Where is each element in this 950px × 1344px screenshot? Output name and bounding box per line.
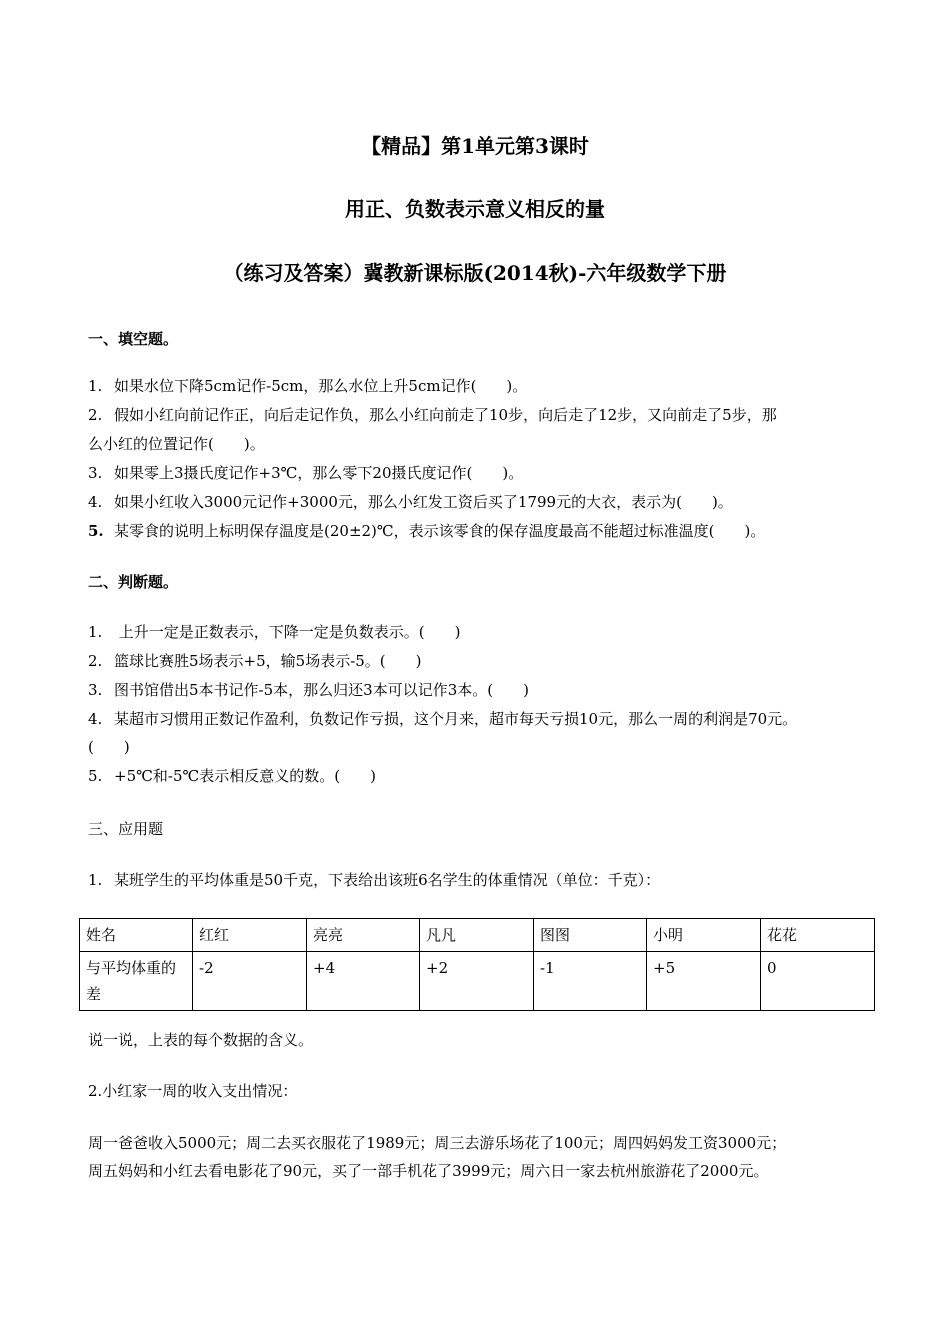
true-false-question-5 bbox=[88, 766, 878, 786]
question-text: 某零食的说明上标明保存温度是(20±2)℃，表示该零食的保存温度最高不能超过标准温度( )。 bbox=[114, 522, 766, 540]
question-number: 5. bbox=[88, 522, 104, 540]
question-text: 某超市习惯用正数记作盈利，负数记作亏损，这个月来，超市每天亏损10元，那么一周的利润是70元。 bbox=[114, 710, 798, 728]
application-question-2-heading: 2.小红家一周的收入支出情况： bbox=[88, 1082, 298, 1100]
question-text: 假如小红向前记作正，向后走记作负，那么小红向前走了10步，向后走了12步，又向前走了5步，那 bbox=[114, 406, 777, 424]
table-header-cell: 凡凡 bbox=[420, 919, 534, 952]
table-cell: +4 bbox=[307, 952, 420, 1011]
table-header-cell: 亮亮 bbox=[307, 919, 420, 952]
fill-blank-question-1 bbox=[88, 376, 878, 396]
table-header-row bbox=[80, 919, 875, 952]
application-question-1-prompt: 说一说，上表的每个数据的含义。 bbox=[88, 1031, 314, 1049]
application-question-2-line-1: 周一爸爸收入5000元；周二去买衣服花了1989元；周三去游乐场花了100元；周四妈妈发工资3000元； bbox=[88, 1134, 787, 1152]
question-text: 篮球比赛胜5场表示+5，输5场表示-5。( ) bbox=[114, 652, 422, 670]
true-false-question-4-continued bbox=[88, 737, 878, 757]
true-false-question-1 bbox=[88, 622, 878, 642]
table-header-cell: 姓名 bbox=[80, 919, 193, 952]
question-number: 2. bbox=[88, 652, 103, 670]
answer-blank: ( ) bbox=[88, 738, 130, 756]
true-false-question-2 bbox=[88, 651, 878, 671]
table-header-cell: 红红 bbox=[193, 919, 307, 952]
question-text: 上升一定是正数表示，下降一定是负数表示。( ) bbox=[114, 623, 461, 641]
table-header-cell: 图图 bbox=[534, 919, 647, 952]
table-row bbox=[80, 952, 875, 1011]
question-text: 图书馆借出5本书记作-5本，那么归还3本可以记作3本。( ) bbox=[114, 681, 529, 699]
table-cell: 0 bbox=[761, 952, 875, 1011]
table-cell: +2 bbox=[420, 952, 534, 1011]
question-text: 如果零上3摄氏度记作+3℃，那么零下20摄氏度记作( )。 bbox=[114, 464, 524, 482]
section-true-false-heading: 二、判断题。 bbox=[88, 573, 179, 591]
true-false-question-3 bbox=[88, 680, 878, 700]
fill-blank-question-3 bbox=[88, 463, 878, 483]
question-text: 如果小红收入3000元记作+3000元，那么小红发工资后买了1799元的大衣，表示为( )。 bbox=[114, 493, 733, 511]
fill-blank-question-2 bbox=[88, 405, 878, 425]
question-number: 1. bbox=[88, 377, 103, 395]
question-number: 1. bbox=[88, 623, 103, 641]
fill-blank-question-4 bbox=[88, 492, 878, 512]
question-text: +5℃和-5℃表示相反意义的数。( ) bbox=[114, 767, 376, 785]
true-false-question-4 bbox=[88, 709, 878, 729]
section-fill-blank-heading: 一、填空题。 bbox=[88, 330, 179, 348]
table-cell: -2 bbox=[193, 952, 307, 1011]
question-number: 4. bbox=[88, 493, 103, 511]
table-row-label: 与平均体重的差 bbox=[80, 952, 193, 1011]
application-question-2-line-2: 周五妈妈和小红去看电影花了90元，买了一部手机花了3999元；周六日一家去杭州旅游花了2000元。 bbox=[88, 1162, 769, 1180]
table-header-cell: 小明 bbox=[647, 919, 761, 952]
table-cell: +5 bbox=[647, 952, 761, 1011]
question-text: 某班学生的平均体重是50千克，下表给出该班6名学生的体重情况（单位：千克）： bbox=[114, 871, 661, 889]
question-text: 如果水位下降5cm记作-5cm，那么水位上升5cm记作( )。 bbox=[114, 377, 528, 395]
question-number: 4. bbox=[88, 710, 103, 728]
title-line-1: 【精品】第1单元第3课时 bbox=[361, 134, 589, 158]
question-number: 3. bbox=[88, 464, 103, 482]
question-number: 5. bbox=[88, 767, 103, 785]
table-header-cell: 花花 bbox=[761, 919, 875, 952]
fill-blank-question-5 bbox=[88, 521, 878, 541]
question-number: 3. bbox=[88, 681, 103, 699]
fill-blank-question-2-continued bbox=[88, 434, 878, 454]
section-application-heading: 三、应用题 bbox=[88, 820, 164, 838]
application-question-1 bbox=[88, 870, 878, 890]
table-cell: -1 bbox=[534, 952, 647, 1011]
question-number: 1. bbox=[88, 871, 103, 889]
title-line-2: 用正、负数表示意义相反的量 bbox=[345, 197, 605, 221]
question-number: 2. bbox=[88, 406, 103, 424]
weight-difference-table bbox=[79, 918, 875, 1011]
title-line-3: （练习及答案）冀教新课标版(2014秋)-六年级数学下册 bbox=[223, 261, 727, 285]
question-text: 么小红的位置记作( )。 bbox=[88, 435, 265, 453]
